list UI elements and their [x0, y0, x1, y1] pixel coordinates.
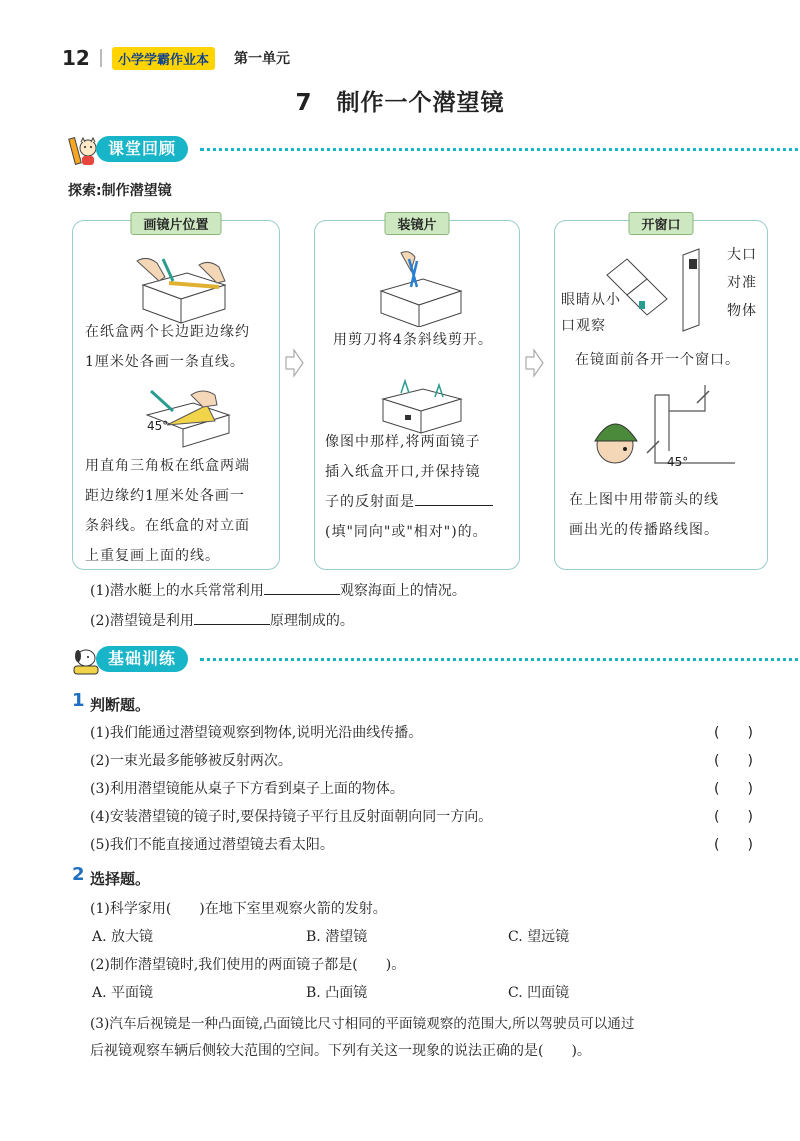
arrow-right-icon — [284, 348, 304, 378]
judge-item-5: (5)我们不能直接通过潜望镜去看太阳。 — [90, 837, 334, 853]
question-title: 判断题。 — [90, 696, 151, 714]
box2-text2-line3: 子的反射面是 — [325, 487, 519, 517]
choice-option-a[interactable]: A. 放大镜 — [92, 929, 154, 945]
choice-option-c[interactable]: C. 望远镜 — [508, 929, 570, 945]
choice-option-a[interactable]: A. 平面镜 — [92, 985, 154, 1001]
arrow-right-icon — [524, 348, 544, 378]
box2-text2-line1: 像图中那样,将两面镜子 — [325, 434, 481, 450]
angle-label: 45° — [147, 419, 169, 433]
box3-big-line2: 对准 — [727, 275, 757, 291]
choice-stem-3-line2: 后视镜观察车辆后侧较大范围的空间。下列有关这一现象的说法正确的是( )。 — [90, 1043, 591, 1059]
box1-text2-line1: 用直角三角板在纸盒两端 — [85, 458, 250, 474]
step-box-install — [314, 220, 520, 570]
box1-text2-line2: 距边缘约1厘米处各画一 — [85, 488, 245, 504]
box2-text2-line2: 插入纸盒开口,并保持镜 — [325, 464, 481, 480]
answer-paren[interactable]: ( ) — [714, 781, 753, 797]
step-box-tag: 装镜片 — [384, 212, 449, 235]
judge-item-3: (3)利用潜望镜能从桌子下方看到桌子上面的物体。 — [90, 781, 404, 797]
choice-stem-3-line1: (3)汽车后视镜是一种凸面镜,凸面镜比尺寸相同的平面镜观察的范围大,所以驾驶员可以通过 — [90, 1016, 635, 1032]
choice-option-b[interactable]: B. 潜望镜 — [306, 929, 368, 945]
choice-option-b[interactable]: B. 凸面镜 — [306, 985, 368, 1001]
section-review-label: 课堂回顾 — [96, 136, 188, 162]
mirror-box-illustration — [377, 371, 467, 435]
angle-label: 45° — [667, 455, 689, 469]
scissors-box-illustration — [373, 247, 469, 327]
box3-big-line3: 物体 — [727, 303, 757, 319]
triangle-ruler-illustration — [137, 381, 237, 451]
header-divider — [100, 49, 102, 67]
judge-item-1: (1)我们能通过潜望镜观察到物体,说明光沿曲线传播。 — [90, 725, 423, 741]
box1-text1-line1: 在纸盒两个长边距边缘约 — [85, 324, 250, 340]
page-title: 7 制作一个潜望镜 — [295, 90, 505, 116]
book-tag: 小学学霸作业本 — [112, 47, 215, 70]
section-training-header — [68, 644, 768, 674]
unit-label: 第一单元 — [234, 51, 290, 67]
box1-text1-line2: 1厘米处各画一条直线。 — [85, 354, 245, 370]
box-drawing-illustration — [129, 245, 233, 325]
explore-label: 探索:制作潜望镜 — [68, 183, 172, 199]
fill-blank[interactable] — [264, 580, 340, 595]
soldier-periscope-illustration — [585, 381, 735, 477]
fill-question-1: (1)潜水艇上的水兵常常利用 观察海面上的情况。 — [90, 580, 466, 600]
fill-blank[interactable] — [194, 610, 270, 625]
step-box-window — [554, 220, 768, 570]
fill-blank[interactable] — [415, 491, 493, 506]
section-review-header — [68, 134, 768, 164]
question-number: 1 — [72, 690, 85, 711]
step-box-tag: 开窗口 — [628, 212, 693, 235]
box3-text2-line1: 在上图中用带箭头的线 — [569, 492, 719, 508]
step-box-tag: 画镜片位置 — [130, 212, 221, 235]
page-number: 12 — [62, 46, 90, 70]
question-number: 2 — [72, 864, 85, 885]
fill-question-2: (2)潜望镜是利用 原理制成的。 — [90, 610, 354, 630]
question-title: 选择题。 — [90, 870, 151, 888]
box3-eye-line2: 口观察 — [561, 318, 606, 334]
dotted-line — [200, 148, 800, 151]
answer-paren[interactable]: ( ) — [714, 753, 753, 769]
box3-big-line1: 大口 — [727, 247, 757, 263]
choice-stem-1: (1)科学家用( )在地下室里观察火箭的发射。 — [90, 901, 387, 917]
answer-paren[interactable]: ( ) — [714, 809, 753, 825]
box1-text2-line3: 条斜线。在纸盒的对立面 — [85, 518, 250, 534]
box2-text3: (填"同向"或"相对")的。 — [325, 524, 488, 540]
box3-text1-line1: 在镜面前各开一个窗口。 — [575, 352, 740, 368]
step-box-draw — [72, 220, 280, 570]
choice-stem-2: (2)制作潜望镜时,我们使用的两面镜子都是( )。 — [90, 957, 406, 973]
box3-text2-line2: 画出光的传播路线图。 — [569, 522, 719, 538]
answer-paren[interactable]: ( ) — [714, 837, 753, 853]
box3-eye-line1: 眼睛从小 — [561, 292, 621, 308]
answer-paren[interactable]: ( ) — [714, 725, 753, 741]
box2-text1-line1: 用剪刀将4条斜线剪开。 — [333, 332, 493, 348]
section-training-label: 基础训练 — [96, 646, 188, 672]
judge-item-2: (2)一束光最多能够被反射两次。 — [90, 753, 292, 769]
choice-option-c[interactable]: C. 凹面镜 — [508, 985, 570, 1001]
judge-item-4: (4)安装潜望镜的镜子时,要保持镜子平行且反射面朝向同一方向。 — [90, 809, 493, 825]
box1-text2-line4: 上重复画上面的线。 — [85, 548, 220, 564]
dotted-line — [200, 658, 800, 661]
